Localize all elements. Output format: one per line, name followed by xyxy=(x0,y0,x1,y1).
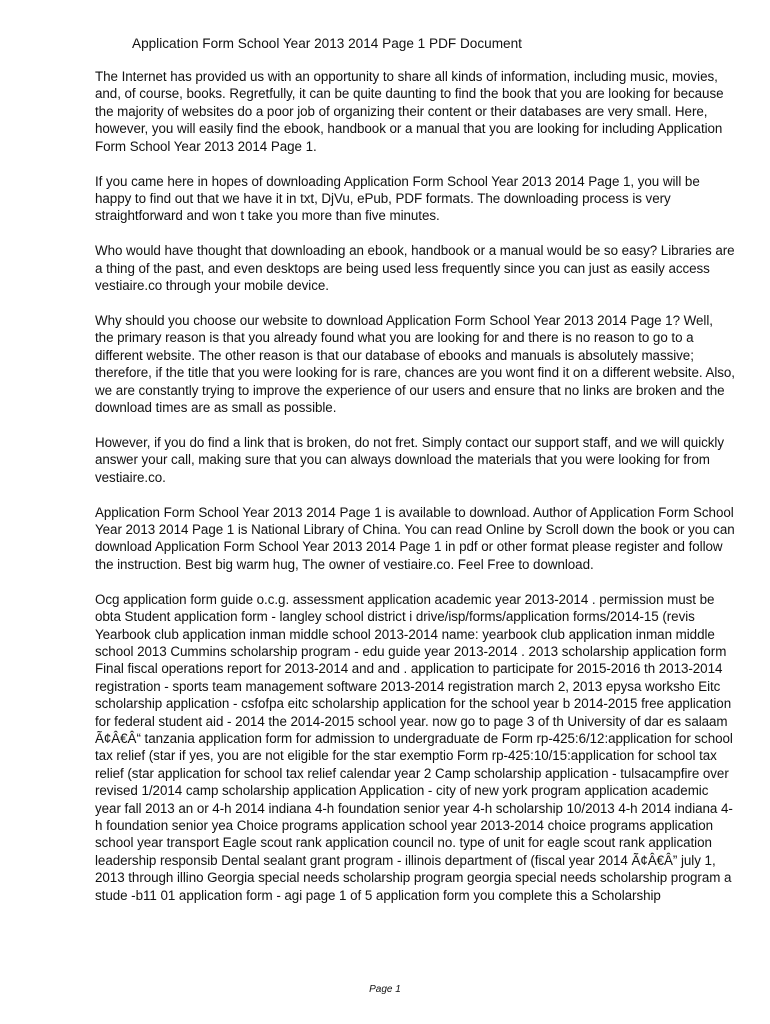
paragraph-keywords: Ocg application form guide o.c.g. assessment application academic year 2013-2014 . permission must be obta Student application form - langley school district i drive/isp/forms/application forms/2014-15 (revis Yearbook club application inman middle school 2013-2014 name: yearbook club application inman middle school 2013 Cummins scholarship program - edu guide year 2013-2014 . 2013 scholarship application form Final fiscal operations report for 2013-2014 and and . application to participate for 2015-2016 th 2013-2014 registration - sports team management software 2013-2014 registration march 2, 2013 epysa worksho Eitc scholarship application - csfofpa eitc scholarship application for the school year b 2014-2015 free application for federal student aid - 2014 the 2014-2015 school year. now go to page 3 of th University of dar es salaam Ã¢Â€Â“ tanzania application form for admission to undergraduate de Form rp-425:6/12:application for school tax relief (star if yes, you are not eligible for the star exemptio Form rp-425:10/15:application for school tax relief (star application for school tax relief calendar year 2 Camp scholarship application - tulsacampfire over revised 1/2014 camp scholarship application Application - city of new york program application academic year fall 2013 an or 4-h 2014 indiana 4-h foundation senior year 4-h scholarship 10/2013 4-h 2014 indiana 4-h foundation senior yea Choice programs application school year 2013-2014 choice programs application school year transport Eagle scout rank application council no. type of unit for eagle scout rank application leadership responsib Dental sealant grant program - illinois department of (fiscal year 2014 Ã¢Â€Â” july 1, 2013 through illino Georgia special needs scholarship program georgia special needs scholarship program a stude -b11 01 application form - agi page 1 of 5 application form you complete this a Scholarship xyxy=(95,591,733,903)
page-number: Page 1 xyxy=(369,984,401,995)
paragraph-formats: If you came here in hopes of downloading Application Form School Year 2013 2014 Page 1, you will be happy to find out that we have it in txt, DjVu, ePub, PDF formats. The downloading process is very straightforward and won t take you more than five minutes. xyxy=(95,173,700,224)
document-body xyxy=(95,68,735,904)
document-title: Application Form School Year 2013 2014 Page 1 PDF Document xyxy=(132,36,522,51)
paragraph-broken-links: However, if you do find a link that is broken, do not fret. Simply contact our support staff, and we will quickly answer your call, making sure that you can always download the materials that you were looking for from vestiaire.co. xyxy=(95,434,724,485)
paragraph-intro: The Internet has provided us with an opportunity to share all kinds of information, including music, movies, and, of course, books. Regretfully, it can be quite daunting to find the book that you are looking for because the majority of websites do a poor job of organizing their content or their databases are very small. Here, however, you will easily find the ebook, handbook or a manual that you are looking for including Application Form School Year 2013 2014 Page 1. xyxy=(95,69,724,154)
paragraph-why-choose: Why should you choose our website to download Application Form School Year 2013 2014 Page 1? Well, the primary reason is that you already found what you are looking for and there is no reason to go to a different website. The other reason is that our database of ebooks and manuals is absolutely massive; therefore, if the title that you were looking for is rare, chances are you wont find it on a different website. Also, we are constantly trying to improve the experience of our users and ensure that no links are broken and the download times are as small as possible. xyxy=(95,312,735,415)
paragraph-easy-download: Who would have thought that downloading an ebook, handbook or a manual would be so easy? Libraries are a thing of the past, and even desktops are being used less frequently since you can just as easily access vestiaire.co through your mobile device. xyxy=(95,243,735,294)
paragraph-availability: Application Form School Year 2013 2014 Page 1 is available to download. Author of Application Form School Year 2013 2014 Page 1 is National Library of China. You can read Online by Scroll down the book or you can download Application Form School Year 2013 2014 Page 1 in pdf or other format please register and follow the instruction. Best big warm hug, The owner of vestiaire.co. Feel Free to download. xyxy=(95,504,735,572)
